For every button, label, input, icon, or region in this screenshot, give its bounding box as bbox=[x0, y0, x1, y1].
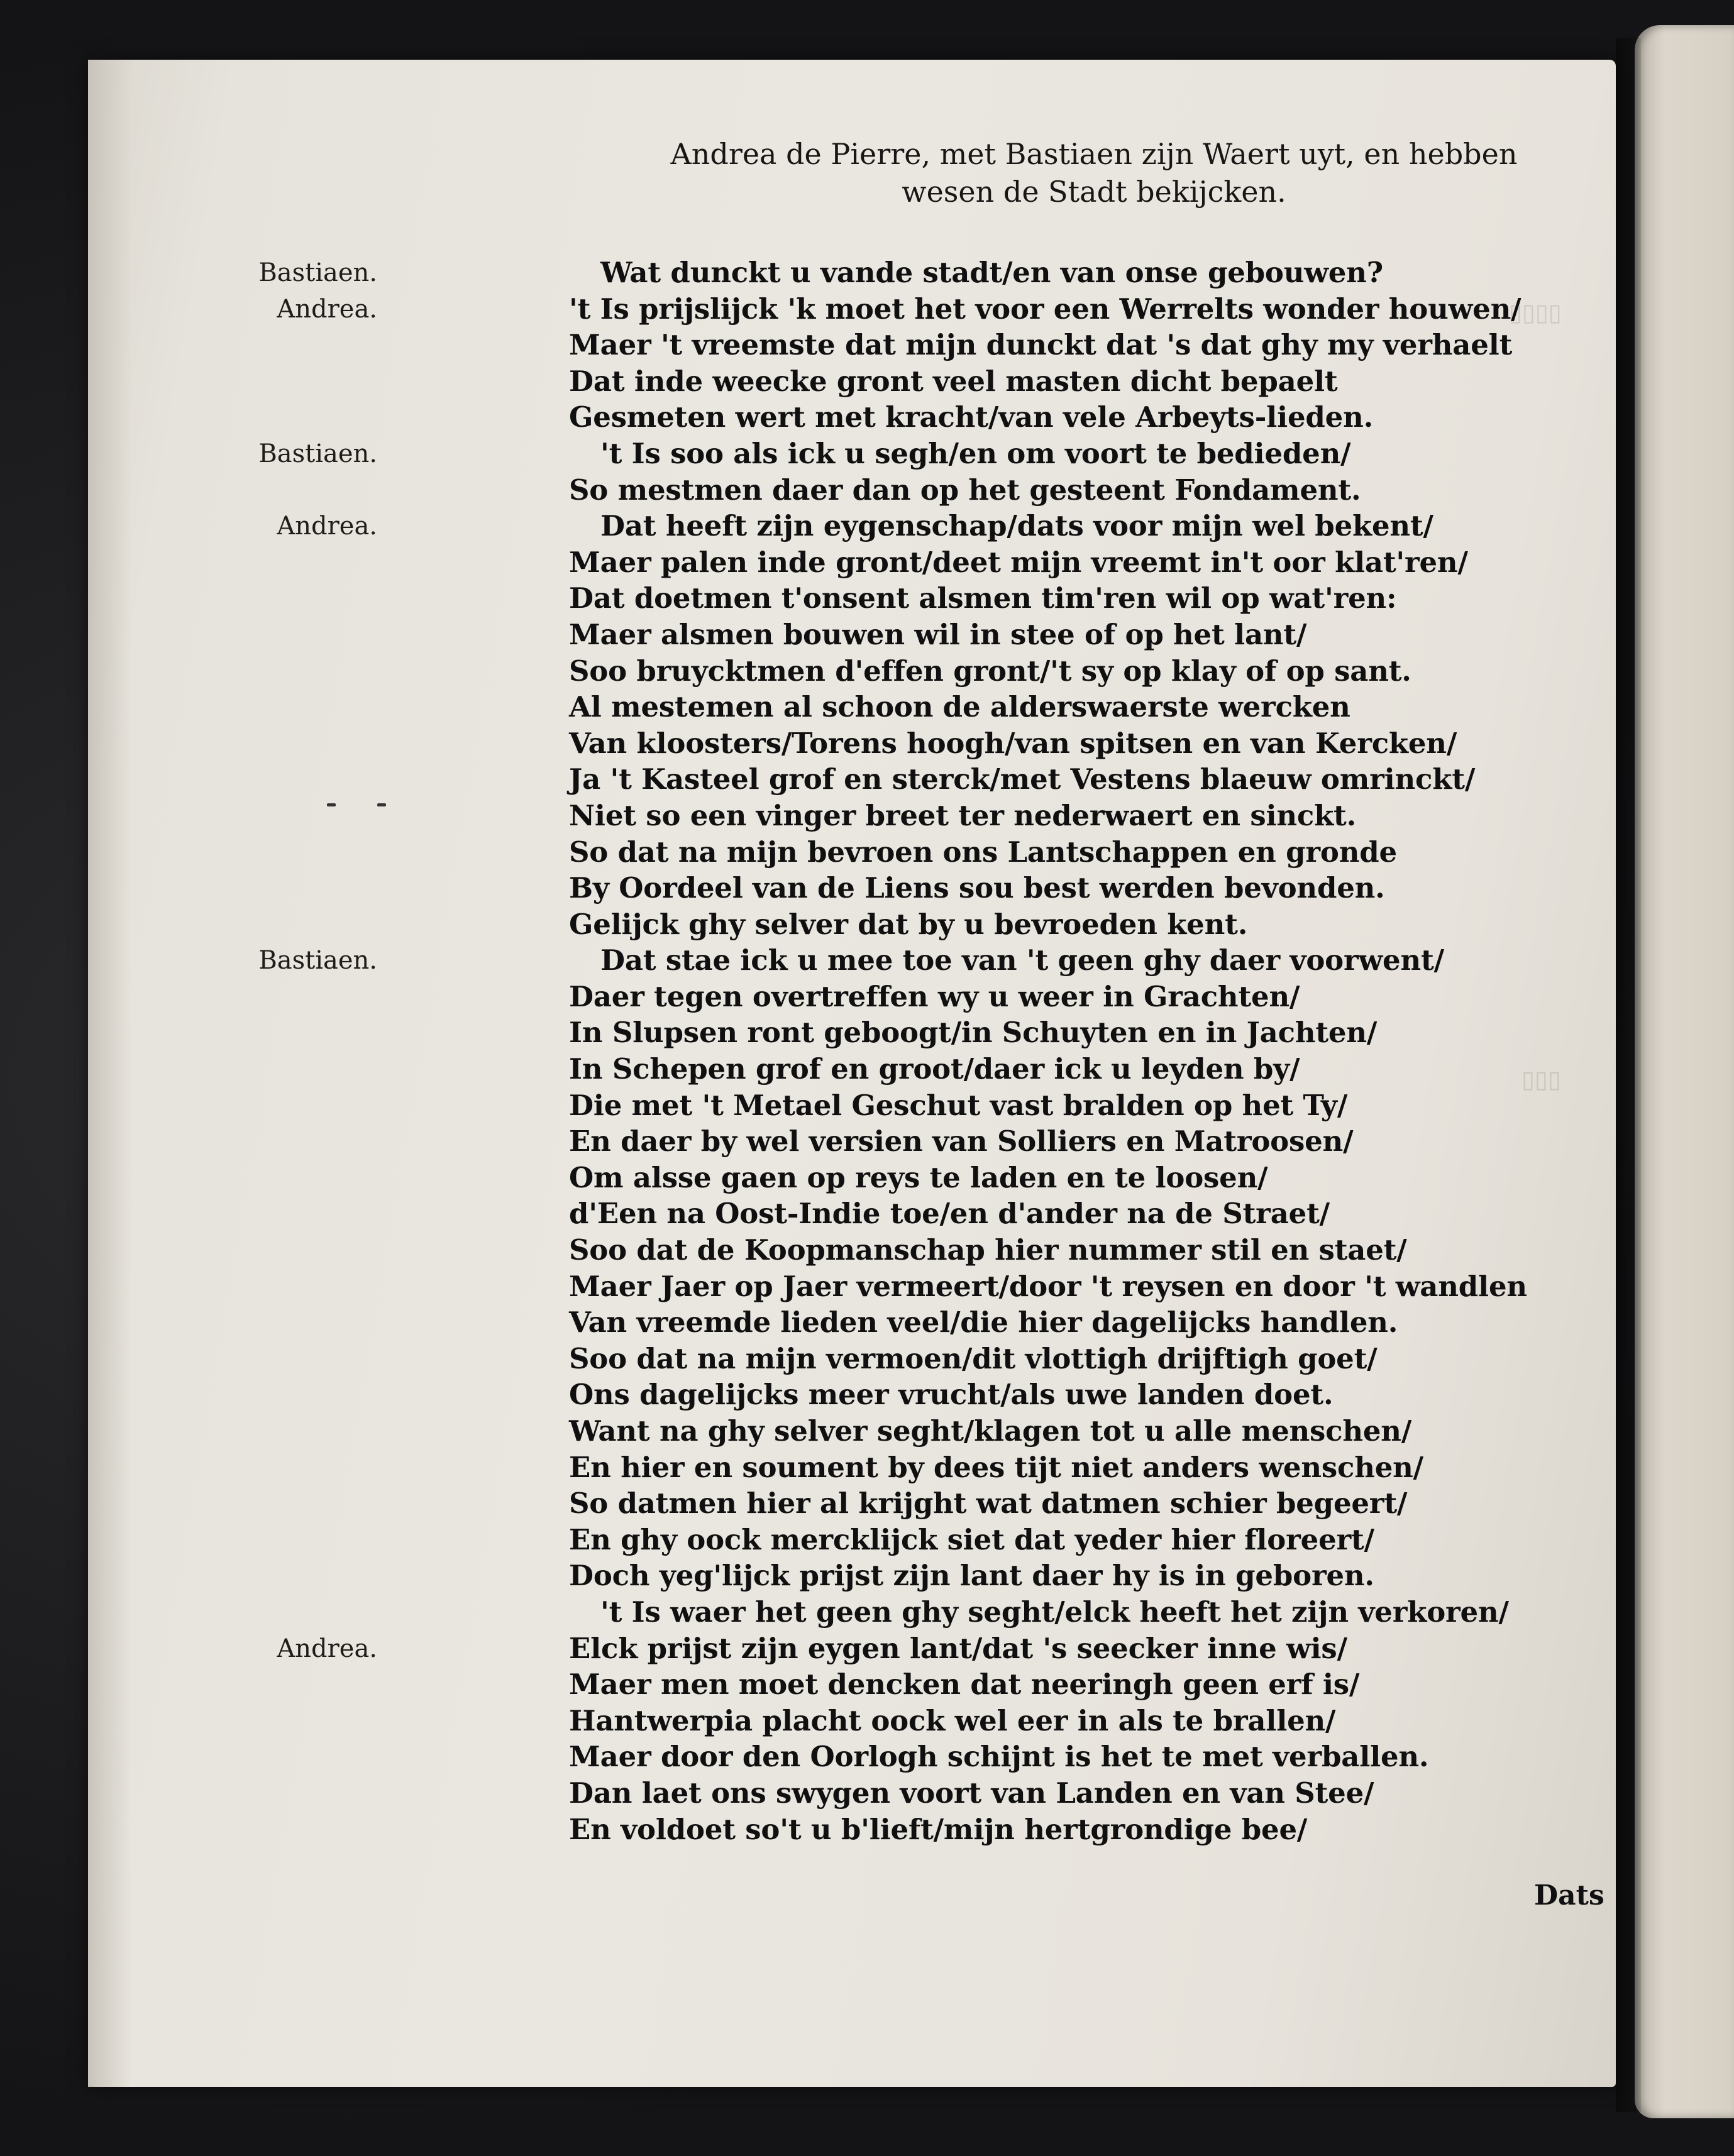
verse-line: 't Is soo als ick u segh/en om voort te bedieden/ bbox=[600, 436, 1351, 470]
verse-line: En hier en soument by dees tijt niet anders wenschen/ bbox=[569, 1450, 1423, 1484]
verse-line: Dat inde weecke gront veel masten dicht bepaelt bbox=[569, 364, 1338, 398]
verse-line: In Slupsen ront geboogt/in Schuyten en in Jachten/ bbox=[569, 1016, 1378, 1050]
verse-line: En daer by wel versien van Solliers en Matroosen/ bbox=[569, 1125, 1354, 1158]
verse-line: Soo bruycktmen d'effen gront/'t sy op klay of op sant. bbox=[569, 654, 1411, 688]
heading-line-1: Andrea de Pierre, met Bastiaen zijn Waert uyt, en hebben bbox=[670, 137, 1518, 171]
verse-line: Want na ghy selver seght/klagen tot u alle menschen/ bbox=[569, 1414, 1412, 1448]
speaker-label: Andrea. bbox=[277, 1634, 377, 1663]
verse-line: En ghy oock mercklijck siet dat yeder hier floreert/ bbox=[569, 1522, 1374, 1556]
verse-line: Maer men moet dencken dat neeringh geen erf is/ bbox=[569, 1668, 1360, 1702]
verse-line: So datmen hier al krijght wat datmen schier begeert/ bbox=[569, 1487, 1408, 1521]
verse-line: 't Is waer het geen ghy seght/elck heeft het zijn verkoren/ bbox=[600, 1595, 1509, 1629]
speaker-label: Bastiaen. bbox=[258, 439, 377, 468]
verse-line: So dat na mijn bevroen ons Lantschappen en gronde bbox=[569, 835, 1397, 869]
verse-line: Soo dat de Koopmanschap hier nummer stil en staet/ bbox=[569, 1233, 1407, 1267]
verse-line: Ja 't Kasteel grof en sterck/met Vestens blaeuw omrinckt/ bbox=[569, 762, 1476, 796]
verse-line: Niet so een vinger breet ter nederwaert en sinckt. bbox=[569, 798, 1357, 832]
verse-line: Dan laet ons swygen voort van Landen en van Stee/ bbox=[569, 1776, 1374, 1810]
verse-line: Om alsse gaen op reys te laden en te loosen/ bbox=[569, 1160, 1268, 1194]
verse-line: In Schepen grof en groot/daer ick u leyden by/ bbox=[569, 1052, 1300, 1086]
page-left-edge bbox=[88, 60, 132, 2087]
verse-line: 't Is prijslijck 'k moet het voor een Werrelts wonder houwen/ bbox=[569, 292, 1521, 326]
verse-line: Ons dagelijcks meer vrucht/als uwe landen doet. bbox=[569, 1378, 1334, 1412]
verse-line: Dat heeft zijn eygenschap/dats voor mijn wel bekent/ bbox=[600, 509, 1433, 543]
verse-line: Hantwerpia placht oock wel eer in als te brallen/ bbox=[569, 1703, 1336, 1737]
verse-line: Daer tegen overtreffen wy u weer in Grachten/ bbox=[569, 979, 1300, 1013]
book-page bbox=[88, 60, 1616, 2087]
verse-line: Gelijck ghy selver dat by u bevroeden kent. bbox=[569, 907, 1248, 941]
verse-line: Maer palen inde gront/deet mijn vreemt in't oor klat'ren/ bbox=[569, 545, 1468, 579]
speaker-label: Andrea. bbox=[277, 294, 377, 324]
facing-page-edge bbox=[1635, 25, 1734, 2118]
verse-line: d'Een na Oost-Indie toe/en d'ander na de Straet/ bbox=[569, 1197, 1330, 1231]
verse-line: Van kloosters/Torens hoogh/van spitsen en van Kercken/ bbox=[569, 726, 1457, 760]
margin-dash-mark bbox=[327, 803, 390, 807]
verse-line: Maer door den Oorlogh schijnt is het te met verballen. bbox=[569, 1740, 1429, 1774]
verse-line: Elck prijst zijn eygen lant/dat 's seecker inne wis/ bbox=[569, 1631, 1347, 1665]
verse-line: En voldoet so't u b'lieft/mijn hertgrondige bee/ bbox=[569, 1812, 1308, 1846]
verse-line: Maer alsmen bouwen wil in stee of op het lant/ bbox=[569, 617, 1307, 651]
speaker-label: Bastiaen. bbox=[258, 946, 377, 976]
verse-line: Soo dat na mijn vermoen/dit vlottigh drijftigh goet/ bbox=[569, 1341, 1378, 1375]
verse-line: Van vreemde lieden veel/die hier dagelijcks handlen. bbox=[569, 1306, 1398, 1339]
book-gutter bbox=[1616, 38, 1641, 2112]
show-through-text: ▯▯▯ bbox=[1521, 1065, 1561, 1093]
verse-line: Dat stae ick u mee toe van 't geen ghy daer voorwent/ bbox=[600, 943, 1444, 977]
verse-line: Al mestemen al schoon de alderswaerste wercken bbox=[569, 690, 1350, 724]
verse-line: Dat doetmen t'onsent alsmen tim'ren wil op wat'ren: bbox=[569, 581, 1397, 615]
speaker-label: Bastiaen. bbox=[258, 258, 377, 287]
catchword: Dats bbox=[1534, 1879, 1604, 1911]
verse-line: Wat dunckt u vande stadt/en van onse gebouwen? bbox=[600, 256, 1383, 289]
speaker-label: Andrea. bbox=[277, 512, 377, 541]
verse-line: Maer 't vreemste dat mijn dunckt dat 's dat ghy my verhaelt bbox=[569, 328, 1513, 362]
verse-text-block bbox=[569, 255, 1575, 1847]
verse-line: So mestmen daer dan op het gesteent Fondament. bbox=[569, 473, 1361, 507]
verse-line: Die met 't Metael Geschut vast bralden op het Ty/ bbox=[569, 1088, 1348, 1122]
page-heading bbox=[560, 135, 1628, 211]
verse-line: Gesmeten wert met kracht/van vele Arbeyts-lieden. bbox=[569, 400, 1374, 434]
show-through-text: ▯▯▯▯ bbox=[1509, 299, 1562, 326]
verse-line: Doch yeg'lijck prijst zijn lant daer hy is in geboren. bbox=[569, 1559, 1374, 1593]
verse-line: Maer Jaer op Jaer vermeert/door 't reysen en door 't wandlen bbox=[569, 1269, 1527, 1303]
heading-line-2: wesen de Stadt bekijcken. bbox=[902, 175, 1286, 209]
verse-line: By Oordeel van de Liens sou best werden bevonden. bbox=[569, 871, 1385, 905]
